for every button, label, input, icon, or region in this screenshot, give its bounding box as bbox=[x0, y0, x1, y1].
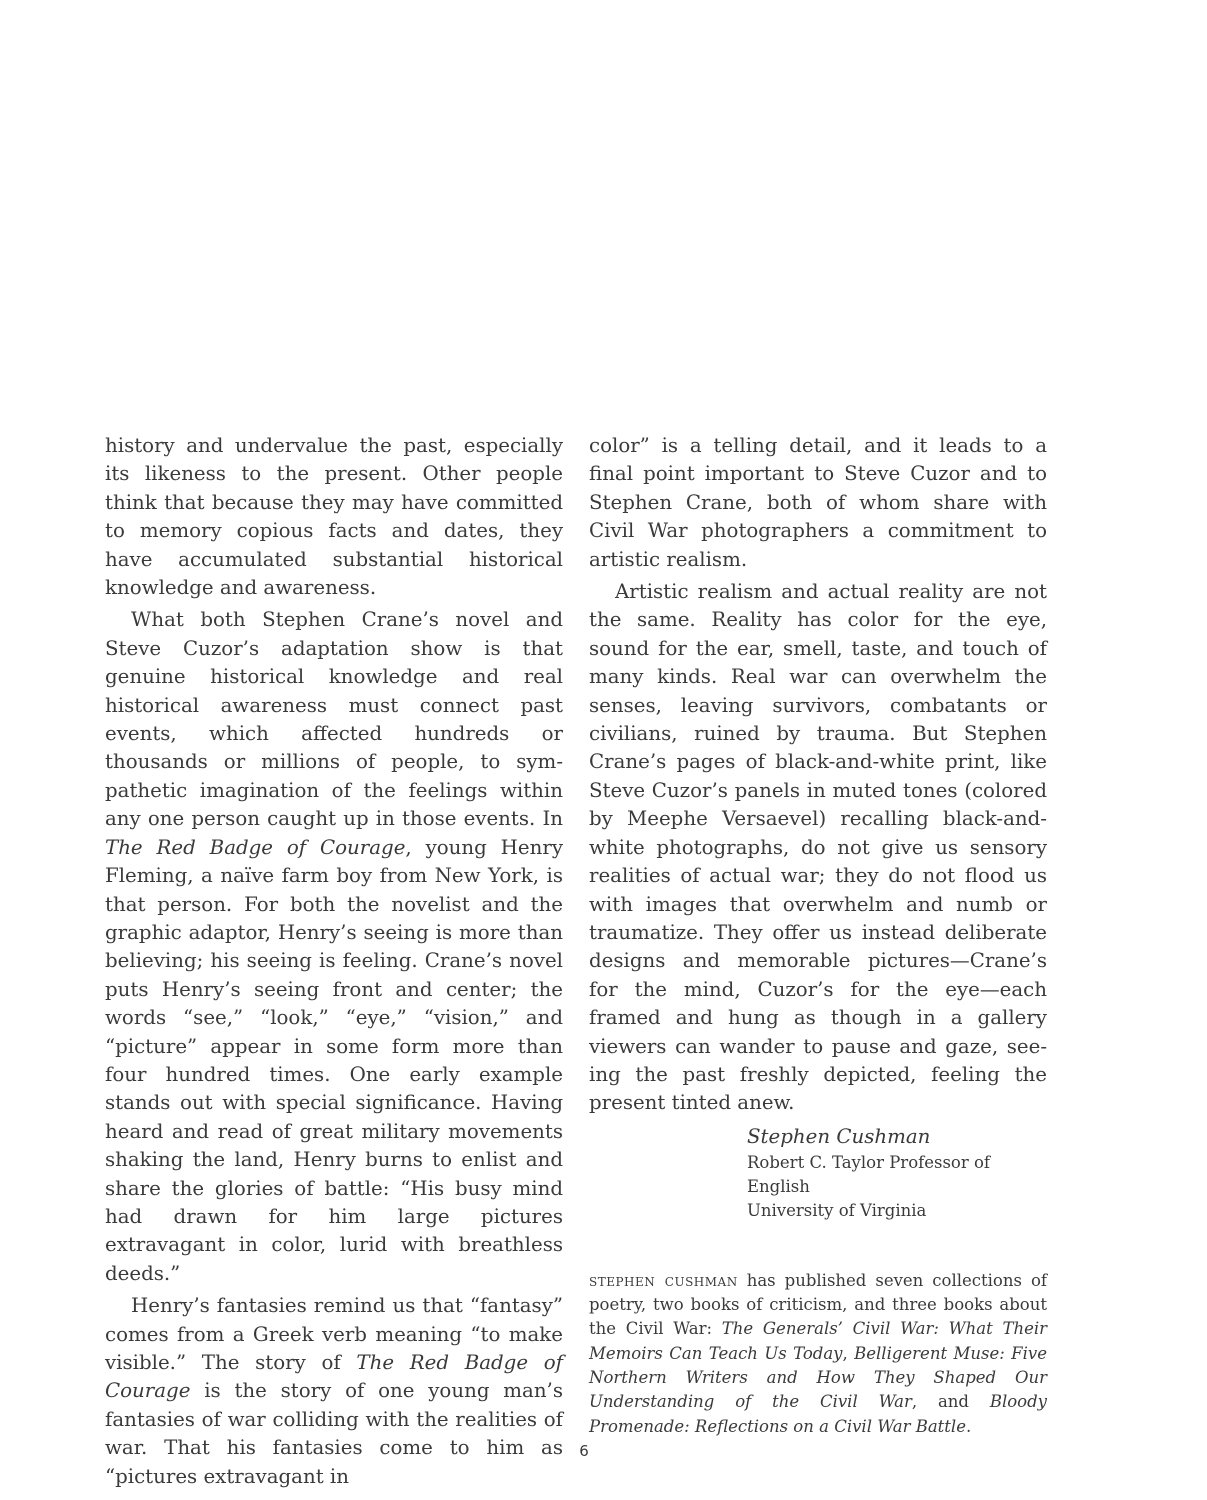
author-bio bbox=[589, 1269, 1047, 1439]
author-name: Stephen Cushman bbox=[747, 1124, 931, 1148]
body-paragraph bbox=[105, 1292, 563, 1491]
book-title: The Red Badge of Courage bbox=[105, 835, 406, 859]
body-paragraph: Artistic realism and actual reality are not the same. Reality has color for the eye, sound for the ear, smell, taste, and touch of many kinds. Real war can overwhelm the senses, leaving survivors, combatants or civilians, ruined by trauma. But Stephen Crane’s pages of black-and-white print, like Steve Cuzor’s panels in muted tones (colored by Meephe Versaevel) recalling black-and-white photographs, do not give us sensory realities of actual war; they do not flood us with images that overwhelm and numb or traumatize. They offer us instead deliberate designs and memorable pictures—Crane’s for the mind, Cuzor’s for the eye—each framed and hung as though in a gallery viewers can wander to pause and gaze, seeing the past freshly depicted, feeling the present tinted anew. bbox=[589, 580, 1047, 1115]
paragraph-text: Henry’s fantasies remind us that “fantasy” comes from a Greek verb meaning “to make visible.” The story of bbox=[105, 1294, 563, 1374]
bio-end: . bbox=[965, 1416, 972, 1436]
bio-name: stephen cushman bbox=[589, 1270, 738, 1290]
signature-block bbox=[747, 1122, 1047, 1223]
book-title: Belligerent Muse: Five Northern Writers and How They Shaped Our Understanding of the Civil War bbox=[589, 1343, 1047, 1412]
bio-separator: , bbox=[842, 1343, 855, 1363]
right-column bbox=[589, 432, 1047, 1439]
body-paragraph: history and undervalue the past, especially its likeness to the present. Other people think that because they may have committed to memory copious facts and dates, they have accumulated substantial historical knowledge and awareness. bbox=[105, 434, 563, 600]
body-paragraph bbox=[105, 606, 563, 1288]
paragraph-text: is the story of one young man’s fantasies of war colliding with the realities of war. That his fantasies come to him as “pictures extravagant in bbox=[105, 1379, 563, 1488]
paragraph-text: , young Henry Fleming, a naïve farm boy from New York, is that person. For both the novelist and the graphic adaptor, Henry’s seeing is more than believing; his seeing is feeling. Crane’s novel puts Henry’s seeing front and center; the words “see,” “look,” “eye,” “vision,” and “picture” appear in some form more than four hundred times. One early example stands out with special significance. Having heard and read of great military movements shaking the land, Henry burns to enlist and share the glories of battle: “His busy mind had drawn for him large pictures extravagant in color, lurid with breathless deeds.” bbox=[105, 835, 563, 1285]
book-title: Bloody Promenade: Reflections on a Civil War Battle bbox=[589, 1392, 1047, 1436]
body-paragraph: color” is a telling detail, and it leads to a final point important to Steve Cuzor and to Stephen Crane, both of whom share with Civil War photographers a commitment to artistic realism. bbox=[589, 434, 1047, 571]
author-title: Robert C. Taylor Professor of English bbox=[747, 1152, 991, 1196]
book-title: The Red Badge of Courage bbox=[105, 1351, 563, 1403]
bio-separator: , and bbox=[911, 1392, 990, 1412]
book-title: The Generals’ Civil War: What Their Memoirs Can Teach Us Today bbox=[589, 1319, 1048, 1363]
left-column bbox=[105, 432, 563, 1491]
paragraph-text: What both Stephen Crane’s novel and Steve Cuzor’s adaptation show is that genuine historical knowledge and real historical awareness must connect past events, which affected hundreds or thousands or millions of people, to sympathetic imagination of the feelings within any one person caught up in those events. In bbox=[105, 608, 563, 831]
page-number: 6 bbox=[579, 1442, 589, 1460]
author-institution: University of Virginia bbox=[747, 1200, 927, 1220]
bio-text: has published seven collections of poetry, two books of criticism, and three books about the Civil War: bbox=[589, 1270, 1047, 1339]
